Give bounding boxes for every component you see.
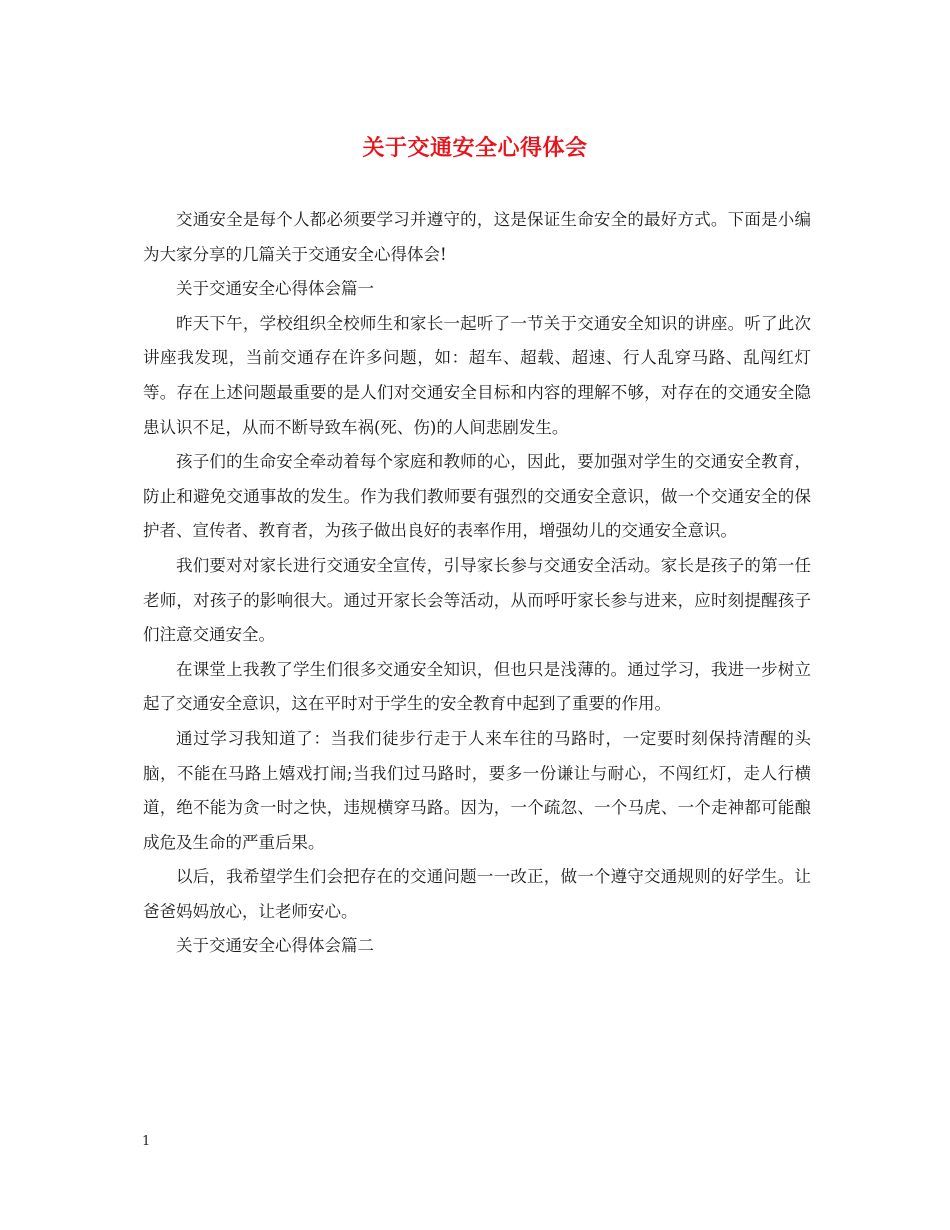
body-paragraph: 在课堂上我教了学生们很多交通安全知识，但也只是浅薄的。通过学习，我进一步树立起了交通安全意识，这在平时对于学生的安全教育中起到了重要的作用。 — [143, 659, 811, 714]
intro-paragraph: 交通安全是每个人都必须要学习并遵守的，这是保证生命安全的最好方式。下面是小编为大家分享的几篇关于交通安全心得体会! — [143, 210, 811, 264]
body-paragraph: 以后，我希望学生们会把存在的交通问题一一改正，做一个遵守交通规则的好学生。让爸爸妈妈放心，让老师安心。 — [143, 867, 811, 921]
body-paragraph: 通过学习我知道了：当我们徒步行走于人来车往的马路时，一定要时刻保持清醒的头脑，不能在马路上嬉戏打闹;当我们过马路时，要多一份谦让与耐心，不闯红灯，走人行横道，绝不能为贪一时之快，违规横穿马路。因为，一个疏忽、一个马虎、一个走神都可能酿成危及生命的严重后果。 — [143, 728, 811, 852]
document-body — [143, 203, 811, 964]
body-paragraph: 昨天下午，学校组织全校师生和家长一起听了一节关于交通安全知识的讲座。听了此次讲座我发现，当前交通存在许多问题，如：超车、超载、超速、行人乱穿马路、乱闯红灯等。存在上述问题最重要的是人们对交通安全目标和内容的理解不够，对存在的交通安全隐患认识不足，从而不断导致车祸(死、伤)的人间悲剧发生。 — [143, 313, 811, 437]
body-paragraph: 我们要对对家长进行交通安全宣传，引导家长参与交通安全活动。家长是孩子的第一任老师，对孩子的影响很大。通过开家长会等活动，从而呼吁家长参与进来，应时刻提醒孩子们注意交通安全。 — [143, 555, 811, 645]
body-paragraph: 孩子们的生命安全牵动着每个家庭和教师的心，因此，要加强对学生的交通安全教育，防止和避免交通事故的发生。作为我们教师要有强烈的交通安全意识，做一个交通安全的保护者、宣传者、教育者，为孩子做出良好的表率作用，增强幼儿的交通安全意识。 — [143, 452, 811, 541]
page-number: 1 — [142, 1134, 151, 1149]
section-heading: 关于交通安全心得体会篇一 — [176, 279, 374, 299]
document-title: 关于交通安全心得体会 — [362, 135, 588, 161]
section-heading: 关于交通安全心得体会篇二 — [176, 936, 374, 956]
